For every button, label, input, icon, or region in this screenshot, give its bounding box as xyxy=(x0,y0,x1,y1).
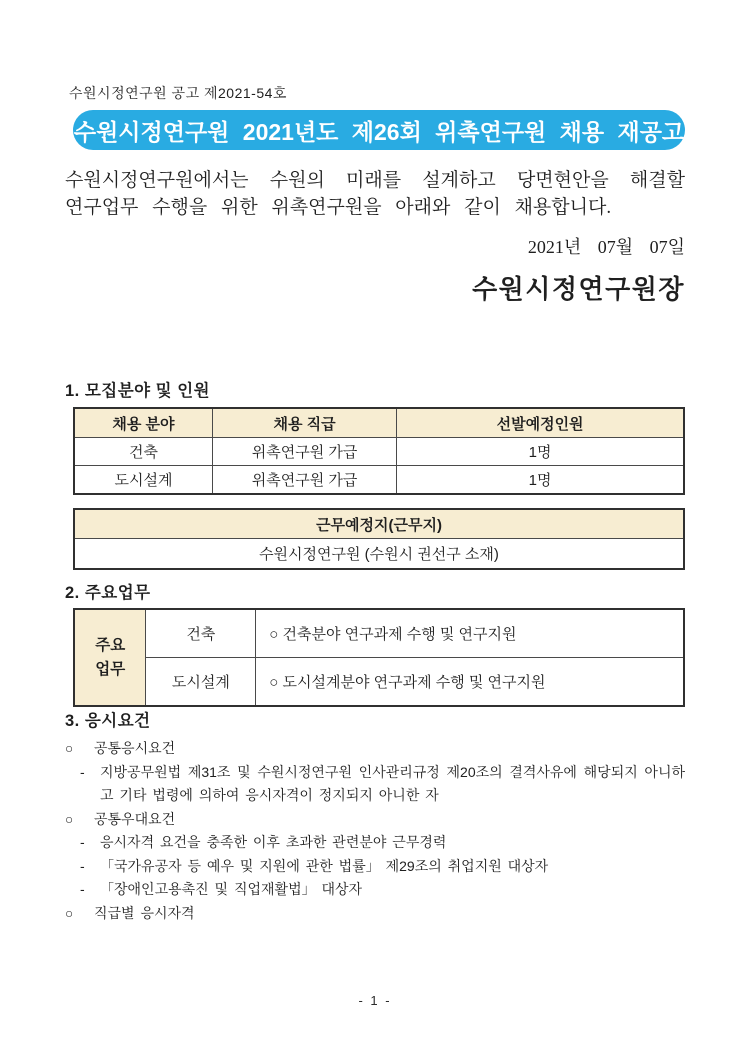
list-item xyxy=(65,737,685,761)
recruit-table-header-row xyxy=(74,408,684,438)
table-row xyxy=(74,438,684,466)
circle-bullet-icon: ○ xyxy=(65,811,74,827)
recruit-field-cell: 도시설계 xyxy=(74,466,212,495)
recruit-headcount-cell: 1명 xyxy=(397,438,684,466)
recruit-col-field: 채용 분야 xyxy=(74,408,212,438)
list-item-text: 지방공무원법 제31조 및 수원시정연구원 인사관리규정 제20조의 결격사유에 해당되지 아니하고 기타 법령에 의하여 응시자격이 정지되지 아니한 자 xyxy=(100,763,685,803)
recruit-field-cell: 건축 xyxy=(74,438,212,466)
circle-bullet-icon: ○ xyxy=(65,741,74,756)
duties-table xyxy=(73,608,685,707)
requirements-list xyxy=(65,737,685,925)
table-row xyxy=(74,658,684,707)
recruit-grade-cell: 위촉연구원 가급 xyxy=(212,438,396,466)
section-2-heading: 2. 주요업무 xyxy=(65,584,151,602)
title-banner-text: 수원시정연구원 2021년도 제26회 위촉연구원 채용 재공고 xyxy=(73,118,685,145)
dash-bullet-icon: - xyxy=(80,763,85,780)
intro-line-2: 연구업무 수행을 위한 위촉연구원을 아래와 같이 채용합니다. xyxy=(65,197,612,218)
workplace-value: 수원시정연구원 (수원시 권선구 소재) xyxy=(74,539,684,570)
list-item xyxy=(65,878,685,902)
date-line: 2021년 07월 07일 xyxy=(527,237,685,257)
list-item xyxy=(65,902,685,926)
list-item-text: 직급별 응시자격 xyxy=(94,904,195,921)
section-3-heading: 3. 응시요건 xyxy=(65,712,151,730)
list-item-text: 공통응시요건 xyxy=(94,740,176,756)
workplace-header: 근무예정지(근무지) xyxy=(74,509,684,539)
table-row xyxy=(74,466,684,495)
duty-field-cell: 건축 xyxy=(146,609,256,658)
table-row xyxy=(74,539,684,570)
workplace-header-row xyxy=(74,509,684,539)
list-item xyxy=(65,831,685,855)
title-banner xyxy=(73,110,685,150)
duty-desc-cell: ○ 도시설계분야 연구과제 수행 및 연구지원 xyxy=(256,658,684,707)
signature: 수원시정연구원장 xyxy=(472,275,685,304)
page-number: - 1 - xyxy=(358,993,392,1008)
list-item-text: 「장애인고용촉진 및 직업재활법」 대상자 xyxy=(100,881,363,897)
list-item xyxy=(65,855,685,879)
recruit-table xyxy=(73,407,685,495)
duty-desc-cell: ○ 건축분야 연구과제 수행 및 연구지원 xyxy=(256,609,684,658)
recruit-grade-cell: 위촉연구원 가급 xyxy=(212,466,396,495)
intro-paragraph xyxy=(65,167,685,221)
list-item xyxy=(65,808,685,832)
doc-number: 수원시정연구원 공고 제2021-54호 xyxy=(69,85,287,101)
section-1-heading: 1. 모집분야 및 인원 xyxy=(65,382,211,400)
recruit-headcount-cell: 1명 xyxy=(397,466,684,495)
dash-bullet-icon: - xyxy=(80,834,85,850)
list-item-text: 응시자격 요건을 충족한 이후 초과한 관련분야 근무경력 xyxy=(100,834,447,850)
list-item-text: 공통우대요건 xyxy=(94,810,176,827)
duties-row-header: 주요업무 xyxy=(74,609,146,706)
dash-bullet-icon: - xyxy=(80,857,85,874)
workplace-table xyxy=(73,508,685,570)
duty-field-cell: 도시설계 xyxy=(146,658,256,707)
list-item xyxy=(65,761,685,808)
circle-bullet-icon: ○ xyxy=(65,905,74,921)
intro-line-1: 수원시정연구원에서는 수원의 미래를 설계하고 당면현안을 해결할 xyxy=(65,170,685,191)
dash-bullet-icon: - xyxy=(80,881,85,897)
recruit-col-headcount: 선발예정인원 xyxy=(397,408,684,438)
recruit-col-grade: 채용 직급 xyxy=(212,408,396,438)
table-row xyxy=(74,609,684,658)
list-item-text: 「국가유공자 등 예우 및 지원에 관한 법률」 제29조의 취업지원 대상자 xyxy=(100,857,549,874)
